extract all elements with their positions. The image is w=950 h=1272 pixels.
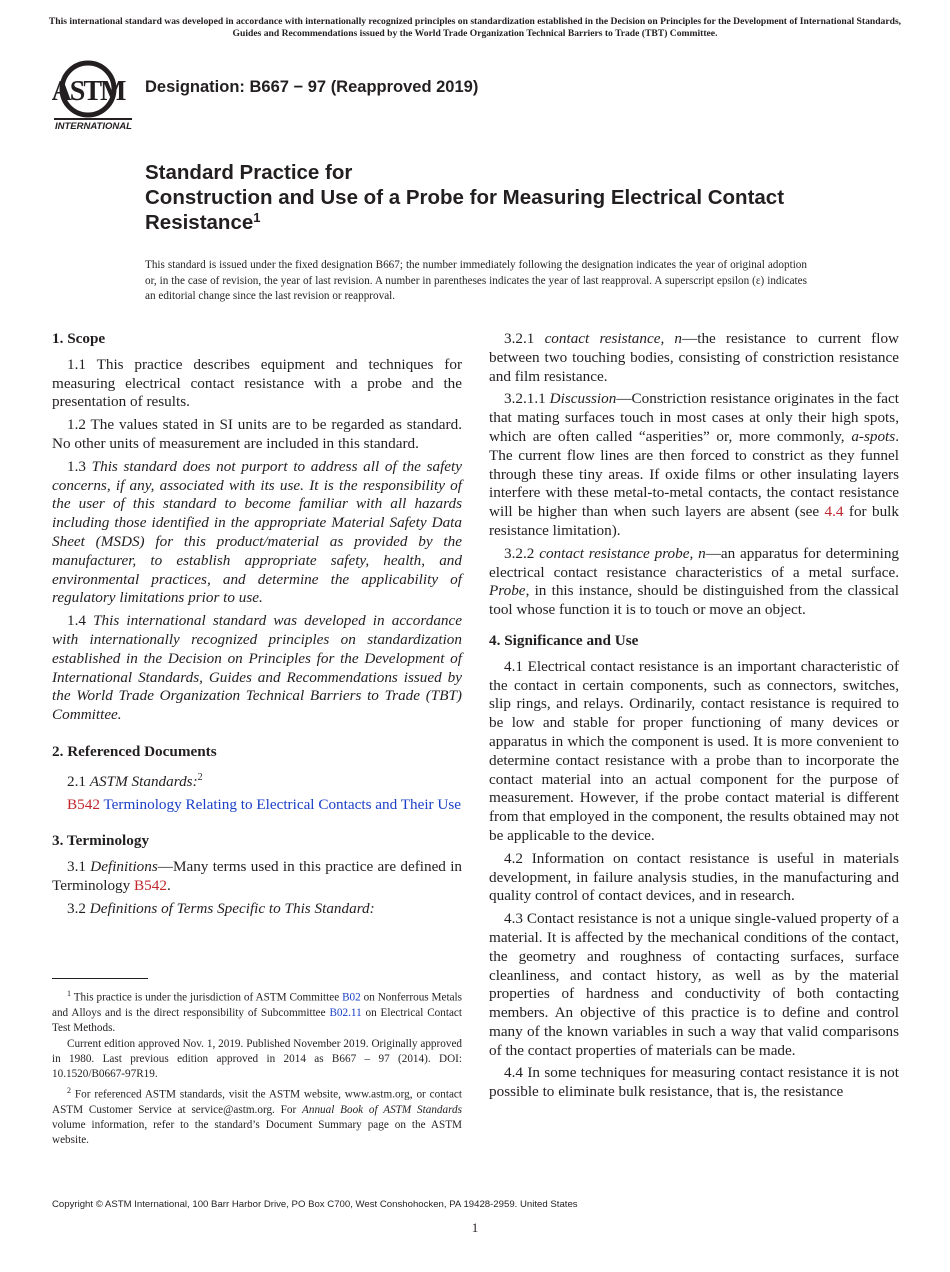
section-4-4-link[interactable]: 4.4	[824, 503, 844, 521]
paragraph-1-4: 1.4 This international standard was developed in accordance with internationally recognized principles on standardization established in the Decision on Principles for the Development of International Standards, Guides and Recommendations issued by the World Trade Organization Technical Barriers to Trade (TBT) Committee.	[52, 612, 463, 724]
footnote-1-edition: Current edition approved Nov. 1, 2019. Published November 2019. Originally approved in 1980. Last previous edition approved in 2014 as B667 – 97 (2014). DOI: 10.1520/B0667-97R19.	[52, 1037, 462, 1081]
section-heading-referenced-documents: 2. Referenced Documents	[52, 742, 217, 760]
paragraph-3-2-1: 3.2.1 contact resistance, n—the resistance to current flow between two touching bodies, consisting of constriction resistance and film resistance.	[489, 330, 900, 385]
footnote-divider	[52, 978, 148, 979]
b542-link[interactable]: B542	[67, 795, 100, 813]
paragraph-3-1: 3.1 Definitions—Many terms used in this practice are defined in Terminology B542.	[52, 858, 463, 894]
intro-paragraph: This standard is issued under the fixed designation B667; the number immediately following the designation indicates the year of original adoption or, in the case of revision, the year of last revision. A number in parentheses indicates the year of last reapproval. A superscript epsilon (ε) indicates an editorial change since the last revision or reapproval.	[145, 259, 807, 302]
copyright-footer: Copyright © ASTM International, 100 Barr Harbor Drive, PO Box C700, West Conshohocken, PA 19428-2959. United States	[52, 1199, 578, 1210]
paragraph-4-2: 4.2 Information on contact resistance is useful in materials development, in failure analysis studies, in the manufacturing and quality control of contact devices, and in research.	[489, 849, 899, 905]
paragraph-1-2: 1.2 The values stated in SI units are to be regarded as standard. No other units of measurement are included in this standard.	[52, 416, 462, 452]
paragraph-1-1: 1.1 This practice describes equipment and techniques for measuring electrical contact resistance with a probe and the presentation of results.	[52, 355, 462, 411]
designation: Designation: B667 − 97 (Reapproved 2019)	[145, 78, 479, 96]
title-footnote-mark: 1	[253, 210, 261, 225]
paragraph-3-2-2: 3.2.2 contact resistance probe, n—an apparatus for determining electrical contact resistance characteristics of a metal surface. Probe, in this instance, should be distinguished from the classical tool whose function it is to touch or move an object.	[489, 544, 900, 619]
b542-inline-link[interactable]: B542	[134, 876, 167, 894]
footnotes	[52, 986, 462, 1148]
footnote-2: $^2$ For referenced ASTM standards, visit the ASTM website, www.astm.org, or contact ASTM Customer Service at service@astm.org. For Annual Book of ASTM Standards volume information, refer to the standard’s Document Summary page on the ASTM website.	[52, 1085, 462, 1147]
footnote-1: $^1$ This practice is under the jurisdiction of ASTM Committee B02 on Nonferrous Metals and Alloys and is the direct responsibility of Subcommittee B02.11 on Electrical Contact Test Methods.	[52, 989, 462, 1035]
paragraph-4-3: 4.3 Contact resistance is not a unique single-valued property of a material. It is affected by the mechanical conditions of the contact, the geometry and roughness of contacting surfaces, surface cleanliness, and contact history, as well as by the material properties of hardness and conductivity of both contacting members. An objective of this practice is to define and control many of the known variables in such a way that valid comparisons of the contact properties of materials can be made.	[489, 910, 899, 1059]
left-column	[52, 330, 462, 923]
title-line-2: Construction and Use of a Probe for Measuring Electrical Contact Resistance$^1$	[145, 186, 785, 234]
b02-link[interactable]: B02	[342, 991, 361, 1004]
logo-text: INTERNATIONAL	[55, 121, 132, 132]
paragraph-3-2-1-1: 3.2.1.1 Discussion—Constriction resistance originates in the fact that mating surfaces touch in most cases at only their high spots, which are often called “asperities” or, more commonly, a-spots. The current flow lines are then forced to constrict as they funnel through these tiny areas. If oxide films or other insulating layers interfere with these metal-to-metal contacts, the contact resistance will be higher than when such layers are absent (see 4.4 for bulk resistance limitation).	[489, 390, 900, 539]
paragraph-3-2: 3.2 Definitions of Terms Specific to This Standard:	[67, 899, 375, 917]
reference-b542[interactable]	[67, 796, 462, 815]
paragraph-4-1: 4.1 Electrical contact resistance is an important characteristic of the contact in certain components, such as connectors, switches, slip rings, and relays. Ordinarily, contact resistance is required to be low and stable for proper functioning of many devices or apparatus in which the component is used. It is more convenient to determine contact resistance with a probe than to incorporate the contact material into an actual component for the purpose of measurement. However, if the probe contact material is different from that employed in the component, the results obtained may not be applicable to the device.	[489, 657, 899, 844]
document-title	[145, 160, 845, 235]
b542-title-link[interactable]: Terminology Relating to Electrical Contacts and Their Use	[103, 795, 462, 813]
paragraph-2-1: 2.1 ASTM Standards:$^2$	[67, 771, 203, 790]
b0211-link[interactable]: B02.11	[329, 1007, 362, 1020]
astm-logo	[52, 55, 136, 133]
header-notice: This international standard was developed in accordance with internationally recognized principles on standardization established in the Decision on Principles for the Development of International Standards, Guides and Recommendations issued by the World Trade Organization Technical Barriers to Trade (TBT) Committee.	[48, 16, 902, 39]
page-number: 1	[471, 1220, 479, 1235]
section-heading-significance: 4. Significance and Use	[489, 631, 639, 649]
section-heading-scope: 1. Scope	[52, 330, 106, 347]
section-heading-terminology: 3. Terminology	[52, 832, 150, 850]
svg-text:ASTM: ASTM	[52, 76, 125, 107]
paragraph-4-4: 4.4 In some techniques for measuring contact resistance it is not possible to eliminate bulk resistance, that is, the resistance	[489, 1064, 899, 1101]
right-column	[489, 330, 899, 1106]
title-line-1: Standard Practice for	[145, 161, 353, 184]
paragraph-1-3: 1.3 This standard does not purport to address all of the safety concerns, if any, associated with its use. It is the responsibility of the user of this standard to become familiar with all hazards including those identified in the appropriate Material Safety Data Sheet (MSDS) for this product/material as provided by the manufacturer, to establish appropriate safety, health, and environmental practices, and determine the applicability of regulatory limitations prior to use.	[52, 457, 463, 607]
